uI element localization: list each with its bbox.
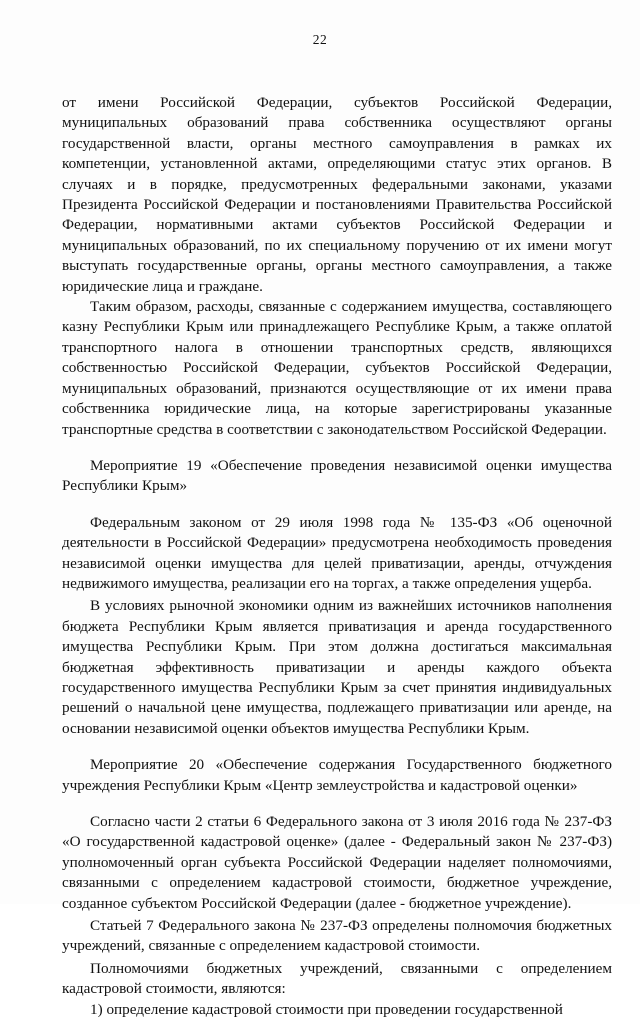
paragraph-article-7: Статьей 7 Федерального закона № 237-ФЗ определены полномочия бюджетных учреждений, связанные с определением кадастровой стоимости. <box>62 917 612 955</box>
measure-20-heading: Мероприятие 20 «Обеспечение содержания Государственного бюджетного учреждения Республики Крым «Центр землеустройства и кадастровой оценки» <box>62 756 612 794</box>
paragraph-market-economy: В условиях рыночной экономики одним из важнейших источников наполнения бюджета Республики Крым является приватизация и аренда государственного имущества Республики Крым. При этом должна достигаться максимальная бюджетная эффективность приватизации и аренды каждого объекта государственного имущества Республики Крым за счет принятия индивидуальных решений о начальной цене имущества, подлежащего приватизации или аренде, на основании независимой оценки объектов имущества Республики Крым. <box>62 597 612 737</box>
list-item-1: 1) определение кадастровой стоимости при проведении государственной <box>90 1000 563 1018</box>
paragraph-federal-law-135: Федеральным законом от 29 июля 1998 года № 135-ФЗ «Об оценочной деятельности в Российской Федерации» предусмотрена необходимость проведения независимой оценки имущества для целей приватизации, аренды, отчуждения недвижимого имущества, реализации его на торгах, а также определения ущерба. <box>62 513 612 592</box>
paragraph-powers-intro: Полномочиями бюджетных учреждений, связанными с определением кадастровой стоимости, являются: <box>62 959 612 998</box>
page-number: 22 <box>312 32 328 47</box>
measure-19-heading: Мероприятие 19 «Обеспечение проведения независимой оценки имущества Республики Крым» <box>62 456 612 495</box>
paragraph-federal-law-237: Согласно части 2 статьи 6 Федерального закона от 3 июля 2016 года № 237-ФЗ «О государственной кадастровой оценке» (далее - Федеральный закон № 237-ФЗ) уполномоченный орган субъекта Российской Федерации наделяет полномочиями, связанными с определением кадастровой стоимости, бюджетное учреждение, созданное субъектом Российской Федерации (далее - бюджетное учреждение). <box>62 813 612 912</box>
paragraph-ownership-rights: от имени Российской Федерации, субъектов Российской Федерации, муниципальных образований права собственника осуществляют органы государственной власти, органы местного самоуправления в рамках их компетенции, установленной актами, определяющими статус этих органов. В случаях и в порядке, предусмотренных федеральными законами, указами Президента Российской Федерации и постановлениями Правительства Российской Федерации, нормативными актами субъектов Российской Федерации и муниципальных образований, по их специальному поручению от их имени могут выступать государственные органы, органы местного самоуправления, а также юридические лица и граждане. <box>62 94 612 295</box>
paragraph-expenses-conclusion: Таким образом, расходы, связанные с содержанием имущества, составляющего казну Республики Крым или принадлежащего Республике Крым, а также оплатой транспортного налога в отношении транспортных средств, являющихся собственностью Российской Федерации, субъектов Российской Федерации, муниципальных образований, признаются осуществляющие от их имени права собственника юридические лица, на которые зарегистрированы указанные транспортные средства в соответствии с законодательством Российской Федерации. <box>62 298 612 438</box>
document-body <box>62 93 612 1020</box>
